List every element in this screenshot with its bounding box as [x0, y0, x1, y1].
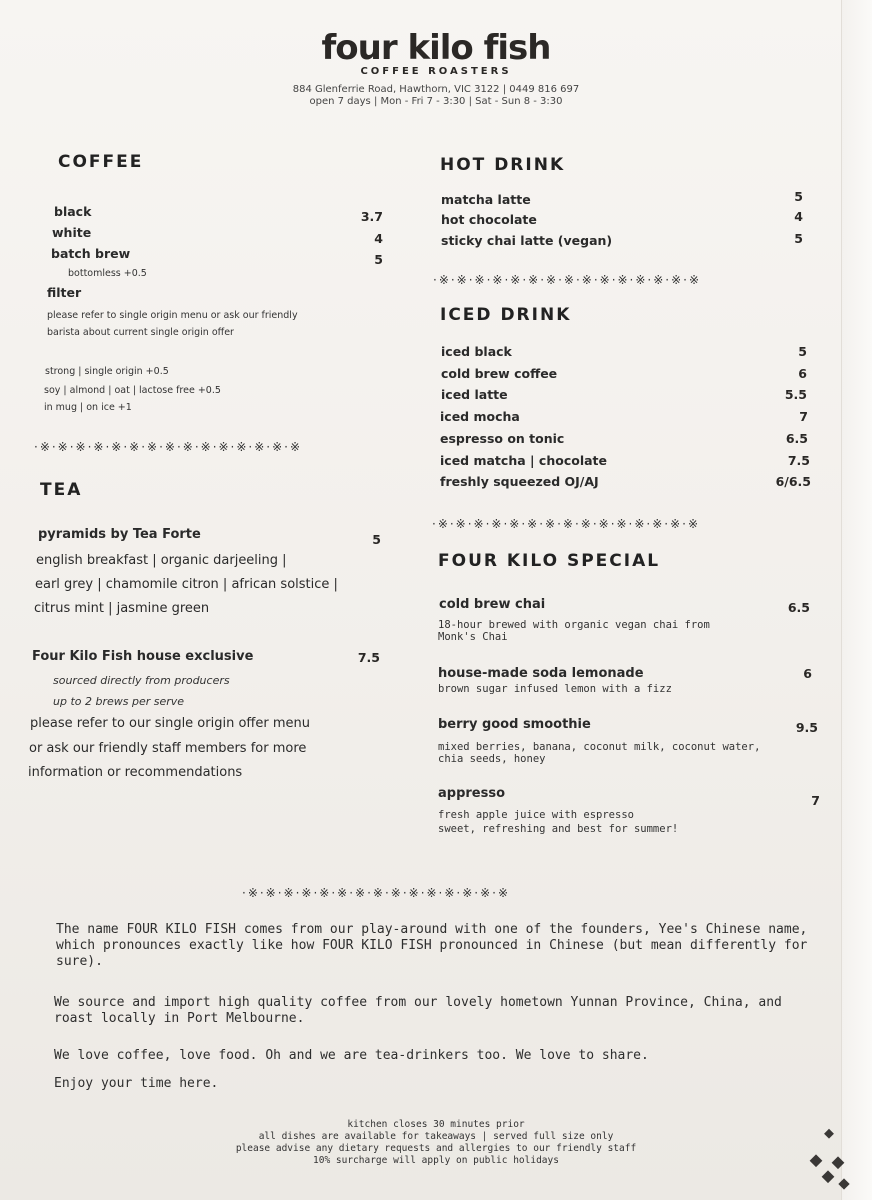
coffee-extra: in mug | on ice +1 — [44, 402, 132, 413]
tea-exclusive: Four Kilo Fish house exclusive — [32, 649, 254, 664]
special-desc: mixed berries, banana, coconut milk, coconut water, — [438, 741, 761, 753]
special-desc: brown sugar infused lemon with a fizz — [438, 683, 672, 695]
special-price: 9.5 — [795, 720, 818, 735]
iced-drink-item: iced black — [441, 344, 512, 359]
brand-logo: four kilo fish — [321, 28, 551, 68]
bottomless-note: bottomless +0.5 — [68, 268, 147, 279]
iced-drink-item: iced mocha — [440, 409, 520, 424]
filter-label: filter — [47, 285, 82, 300]
tea-line: citrus mint | jasmine green — [34, 601, 210, 616]
tea-line: earl grey | chamomile citron | african solstice | — [35, 577, 338, 592]
special-item: cold brew chai — [439, 597, 546, 612]
hot-drink-item: sticky chai latte (vegan) — [441, 233, 613, 248]
iced-drink-price: 5.5 — [784, 387, 807, 402]
coffee-price: 5 — [374, 252, 383, 267]
filter-note: barista about current single origin offer — [47, 327, 234, 338]
iced-drink-item: freshly squeezed OJ/AJ — [440, 474, 599, 489]
about-paragraph: Enjoy your time here. — [54, 1076, 219, 1091]
coffee-item: batch brew — [51, 246, 131, 261]
footer-note: 10% surcharge will apply on public holidays — [313, 1155, 559, 1166]
special-item: appresso — [438, 786, 506, 801]
tea-refer-line: or ask our friendly staff members for more — [29, 741, 307, 756]
special-desc: fresh apple juice with espresso — [438, 809, 634, 821]
filter-note: please refer to single origin menu or ask our friendly — [47, 310, 298, 321]
about-paragraph: The name FOUR KILO FISH comes from our play-around with one of the founders, Yee's Chinese name, which pronounces exactly like how FOUR KILO FISH pronounced in Chinese (but mean differently for sure). — [56, 922, 808, 969]
special-title: FOUR KILO SPECIAL — [438, 551, 661, 571]
coffee-title: COFFEE — [58, 152, 144, 172]
hot-drink-item: hot chocolate — [441, 212, 537, 227]
hot-drink-price: 4 — [794, 209, 803, 224]
special-desc: 18-hour brewed with organic vegan chai from — [438, 619, 710, 631]
footer-note: please advise any dietary requests and allergies to our friendly staff — [235, 1143, 637, 1154]
ornament-divider: ·※·※·※·※·※·※·※·※·※·※·※·※·※·※·※ — [242, 886, 511, 900]
tea-exclusive-note: up to 2 brews per serve — [53, 695, 185, 708]
tea-exclusive-note: sourced directly from producers — [53, 674, 230, 687]
footer-note: all dishes are available for takeaways | served full size only — [258, 1131, 614, 1142]
iced-drink-price: 6 — [798, 366, 807, 381]
iced-drink-item: iced matcha | chocolate — [440, 453, 607, 468]
tea-pyramids: pyramids by Tea Forte — [38, 527, 201, 542]
ornament-divider: ·※·※·※·※·※·※·※·※·※·※·※·※·※·※·※ — [433, 273, 702, 287]
coffee-extra: soy | almond | oat | lactose free +0.5 — [44, 385, 221, 396]
tea-title: TEA — [40, 480, 83, 500]
iced-drink-item: cold brew coffee — [441, 366, 558, 381]
coffee-item: black — [54, 204, 92, 219]
iced-drink-item: espresso on tonic — [440, 431, 565, 446]
hot-drink-price: 5 — [794, 189, 803, 204]
tea-pyramids-price: 5 — [372, 532, 381, 547]
hot-drink-title: HOT DRINK — [440, 155, 566, 175]
special-price: 6 — [803, 666, 812, 681]
iced-drink-price: 7 — [799, 409, 808, 424]
tea-refer-line: please refer to our single origin offer menu — [30, 716, 310, 731]
special-item: berry good smoothie — [438, 717, 591, 732]
coffee-item: white — [52, 225, 92, 240]
ornament-divider: ·※·※·※·※·※·※·※·※·※·※·※·※·※·※·※ — [34, 440, 303, 454]
iced-drink-price: 7.5 — [787, 453, 810, 468]
special-desc: Monk's Chai — [438, 631, 508, 643]
iced-drink-title: ICED DRINK — [440, 305, 572, 325]
hot-drink-item: matcha latte — [441, 192, 531, 207]
about-paragraph: We source and import high quality coffee from our lovely hometown Yunnan Province, China, and roast locally in Port Melbourne. — [54, 995, 782, 1026]
fish-logo-icon — [800, 1128, 860, 1194]
hot-drink-price: 5 — [794, 231, 803, 246]
special-price: 6.5 — [787, 600, 810, 615]
ornament-divider: ·※·※·※·※·※·※·※·※·※·※·※·※·※·※·※ — [432, 517, 701, 531]
brand-subtitle: COFFEE ROASTERS — [360, 66, 512, 77]
about-paragraph: We love coffee, love food. Oh and we are tea-drinkers too. We love to share. — [54, 1048, 649, 1063]
iced-drink-price: 5 — [798, 344, 807, 359]
footer-note: kitchen closes 30 minutes prior — [347, 1119, 525, 1130]
special-desc: chia seeds, honey — [438, 753, 546, 765]
tea-refer-line: information or recommendations — [28, 765, 243, 780]
iced-drink-price: 6.5 — [785, 431, 808, 446]
tea-exclusive-price: 7.5 — [357, 650, 380, 665]
iced-drink-item: iced latte — [441, 387, 508, 402]
iced-drink-price: 6/6.5 — [775, 474, 811, 489]
special-price: 7 — [811, 793, 820, 808]
address: 884 Glenferrie Road, Hawthorn, VIC 3122 | 0449 816 697 — [292, 84, 580, 95]
coffee-extra: strong | single origin +0.5 — [45, 366, 169, 377]
coffee-price: 3.7 — [360, 209, 383, 224]
paper-edge — [841, 0, 872, 1200]
tea-line: english breakfast | organic darjeeling | — [36, 553, 287, 568]
coffee-price: 4 — [374, 231, 383, 246]
special-item: house-made soda lemonade — [438, 666, 644, 681]
special-desc: sweet, refreshing and best for summer! — [438, 823, 679, 835]
opening-hours: open 7 days | Mon - Fri 7 - 3:30 | Sat - Sun 8 - 3:30 — [309, 96, 563, 107]
